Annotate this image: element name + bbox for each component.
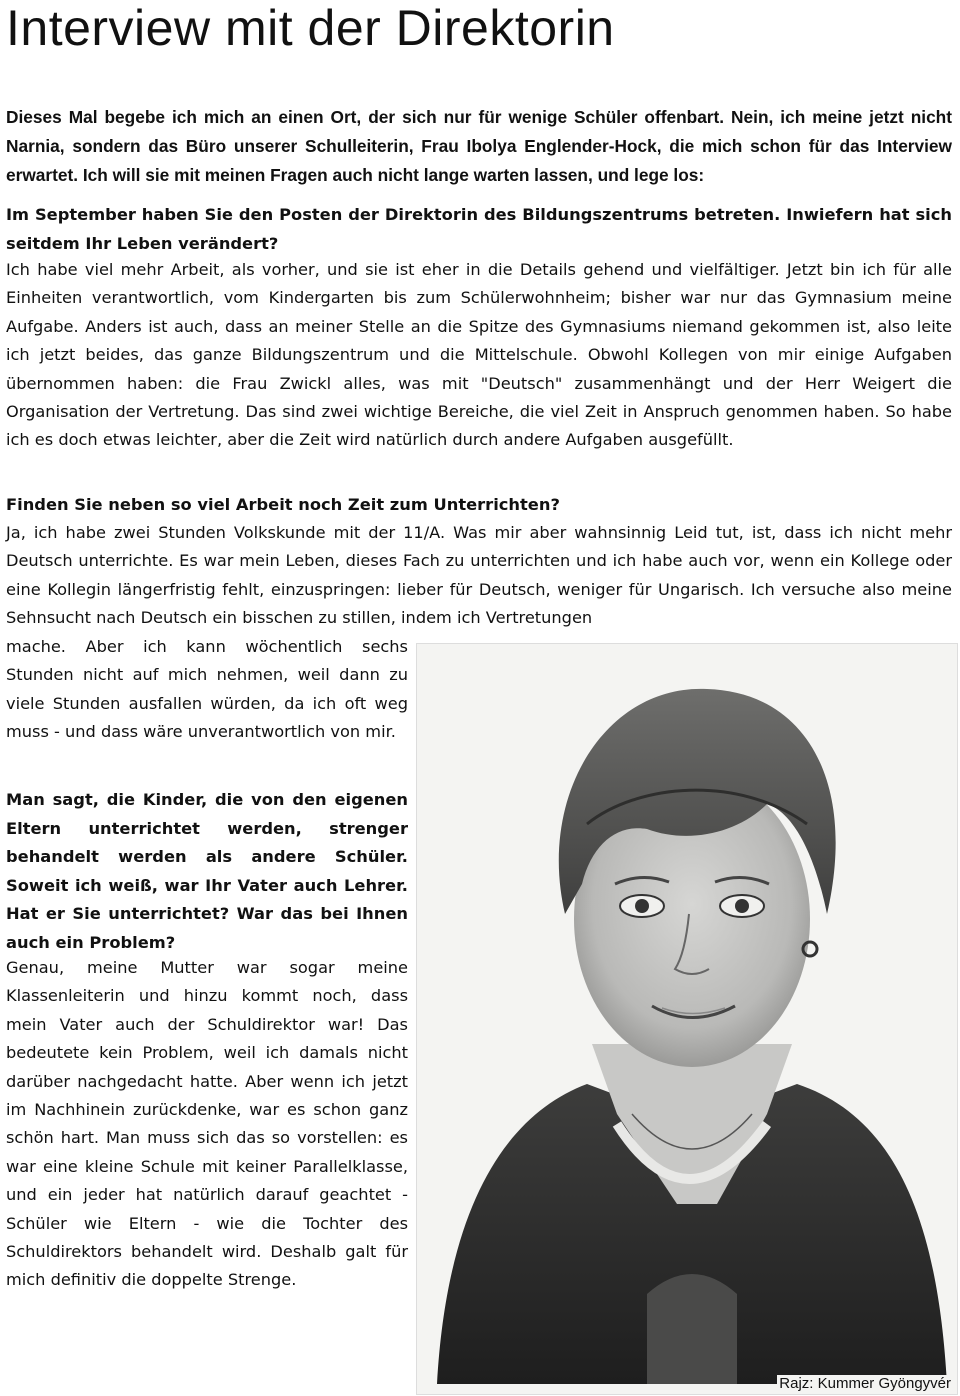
answer-2-continued: mache. Aber ich kann wöchentlich sechs Stunden nicht auf mich nehmen, weil dann zu viele Stunden ausfallen würden, da ich oft weg muss - und dass wäre unverantwortlich von mir. [6,637,408,742]
question-2: Finden Sie neben so viel Arbeit noch Zeit zum Unterrichten? [6,495,560,514]
answer-3: Genau, meine Mutter war sogar meine Klassenleiterin und hinzu kommt noch, dass mein Vater auch der Schuldirektor war! Das bedeutete kein Problem, weil ich damals nicht darüber nachgedacht hatte. Aber wenn ich jetzt im Nachhinein zurückdenke, war es schon ganz schön hart. Man muss sich das so vorstellen: es war eine kleine Schule mit keiner Parallelklasse, und ein jeder hat natürlich darauf geachtet - Schüler wie Eltern - wie die Tochter des Schuldirektors behandelt wird. Deshalb galt für mich definitiv die doppelte Strenge. [6,958,408,1290]
intro-paragraph: Dieses Mal begebe ich mich an einen Ort, der sich nur für wenige Schüler offenbart. Nein, ich meine jetzt nicht Narnia, sondern das Büro unserer Schulleiterin, Frau Ibolya Englender-Hock, die mich schon für das Interview erwartet. Ich will sie mit meinen Fragen auch nicht lange warten lassen, und lege los: [6,107,952,185]
question-1: Im September haben Sie den Posten der Direktorin des Bildungszentrums betreten. Inwiefern hat sich seitdem Ihr Leben verändert? [6,205,952,253]
portrait-drawing [416,643,958,1395]
question-3: Man sagt, die Kinder, die von den eigenen Eltern unterrichtet werden, strenger behandelt werden als andere Schüler. Soweit ich weiß, war Ihr Vater auch Lehrer. Hat er Sie unterrichtet? War das bei Ihnen auch ein Problem? [6,790,408,952]
answer-2: Ja, ich habe zwei Stunden Volkskunde mit der 11/A. Was mir aber wahnsinnig Leid tut, ist, dass ich nicht mehr Deutsch unterrichte. Es war mein Leben, dieses Fach zu unterrichten und ich habe auch vor, wenn ein Kollege oder eine Kollegin längerfristig fehlt, einzuspringen: lieber für Deutsch, weniger für Ungarisch. Ich versuche also meine Sehnsucht nach Deutsch ein bisschen zu stillen, indem ich Vertretungen [6,523,952,628]
page-title: Interview mit der Direktorin [6,0,615,56]
illustration-credit: Rajz: Kummer Gyöngyvér [779,1375,951,1392]
answer-1: Ich habe viel mehr Arbeit, als vorher, und sie ist eher in die Details gehend und vielfältiger. Jetzt bin ich für alle Einheiten verantwortlich, vom Kindergarten bis zum Schülerwohnheim; bisher war nur das Gymnasium meine Aufgabe. Anders ist auch, dass an meiner Stelle an die Spitze des Gymnasiums niemand gekommen ist, also leite ich jetzt beides, das ganze Bildungszentrum und die Mittelschule. Obwohl Kollegen von mir einige Aufgaben übernommen haben: die Frau Zwickl alles, was mit "Deutsch" zusammenhängt und der Herr Weigert die Organisation der Vertretung. Das sind zwei wichtige Bereiche, die viel Zeit in Anspruch genommen haben. So habe ich es doch etwas leichter, aber die Zeit wird natürlich durch andere Aufgaben ausgefüllt. [6,260,952,450]
portrait-sketch-illustration [417,644,957,1394]
